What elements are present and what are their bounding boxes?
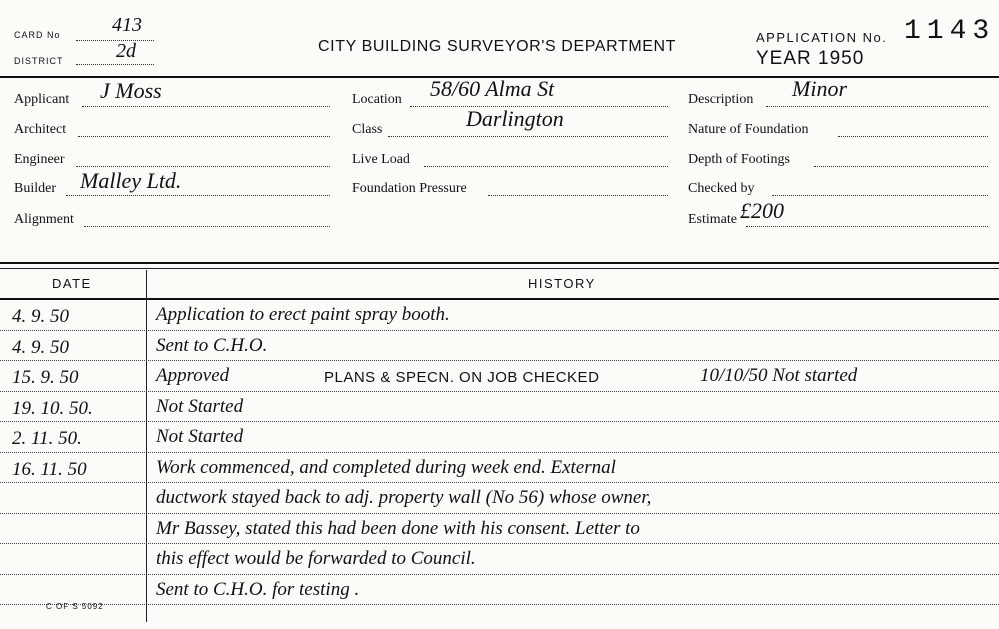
card-no-value: 413	[112, 14, 142, 36]
applicant-line	[82, 106, 330, 107]
card-no-label: CARD No	[14, 30, 61, 40]
depth-of-footings-label: Depth of Footings	[688, 152, 790, 167]
nature-of-foundation-label: Nature of Foundation	[688, 122, 809, 137]
history-text: Work commenced, and completed during week end. External	[156, 456, 616, 478]
history-date: 4. 9. 50	[12, 336, 69, 358]
year-label: YEAR 1950	[756, 48, 865, 69]
history-row	[0, 361, 999, 392]
alignment-label: Alignment	[14, 212, 74, 227]
history-date: 16. 11. 50	[12, 458, 87, 480]
history-row	[0, 392, 999, 423]
history-stamp: PLANS & SPECN. ON JOB CHECKED	[324, 369, 600, 386]
history-date: 4. 9. 50	[12, 306, 69, 327]
department-title: CITY BUILDING SURVEYOR'S DEPARTMENT	[318, 38, 677, 55]
description-line	[766, 106, 988, 107]
history-rows	[0, 300, 999, 610]
footer-code: C OF S 5092	[46, 602, 104, 611]
estimate-label: Estimate	[688, 212, 737, 227]
history-date: 19. 10. 50.	[12, 397, 93, 419]
district-label: DISTRICT	[14, 56, 64, 66]
class-value: Darlington	[466, 106, 564, 131]
location-label: Location	[352, 92, 402, 107]
description-value: Minor	[792, 76, 847, 101]
district-value: 2d	[116, 40, 136, 62]
history-text: Approved	[156, 365, 230, 386]
history-row	[0, 514, 999, 545]
history-row	[0, 422, 999, 453]
history-text: Sent to C.H.O.	[156, 334, 268, 356]
application-label: APPLICATION No.	[756, 30, 888, 45]
history-text: Not Started	[156, 426, 244, 447]
estimate-value: £200	[740, 198, 784, 223]
alignment-line	[84, 226, 330, 227]
applicant-value: J Moss	[100, 78, 162, 103]
live-load-line	[424, 166, 668, 167]
history-row	[0, 300, 999, 331]
class-label: Class	[352, 122, 383, 137]
builder-line	[66, 195, 330, 196]
history-row	[0, 453, 999, 484]
district-line	[76, 64, 154, 65]
card-no-line	[76, 40, 154, 41]
applicant-label: Applicant	[14, 92, 70, 107]
depth-of-footings-line	[814, 166, 988, 167]
estimate-line	[746, 226, 988, 227]
history-row	[0, 331, 999, 362]
history-row	[0, 483, 999, 514]
live-load-label: Live Load	[352, 152, 410, 167]
builder-value: Malley Ltd.	[80, 168, 182, 193]
description-label: Description	[688, 92, 754, 107]
engineer-line	[76, 166, 330, 167]
foundation-pressure-line	[488, 195, 668, 196]
location-value: 58/60 Alma St	[430, 76, 555, 101]
history-row	[0, 544, 999, 575]
fields-bottom-rule	[0, 262, 999, 264]
architect-label: Architect	[14, 122, 67, 137]
nature-of-foundation-line	[838, 136, 988, 137]
history-text: ductwork stayed back to adj. property wall (No 56) whose owner,	[156, 487, 652, 508]
application-number: 1143	[904, 16, 996, 47]
history-extra: 10/10/50 Not started	[700, 365, 858, 386]
fields-bottom-rule-2	[0, 268, 999, 269]
history-date: 2. 11. 50.	[12, 428, 82, 449]
checked-by-line	[772, 195, 988, 196]
builder-label: Builder	[14, 181, 56, 196]
history-text: Application to erect paint spray booth.	[156, 304, 450, 325]
history-row-line	[0, 604, 999, 605]
history-row	[0, 575, 999, 606]
class-line	[388, 136, 668, 137]
history-date: 15. 9. 50	[12, 367, 79, 388]
history-text: Sent to C.H.O. for testing .	[156, 578, 360, 600]
date-column-header: DATE	[52, 276, 92, 291]
history-text: Mr Bassey, stated this had been done with his consent. Letter to	[156, 517, 640, 539]
history-column-header: HISTORY	[528, 276, 596, 291]
engineer-label: Engineer	[14, 152, 65, 167]
history-text: Not Started	[156, 395, 244, 417]
checked-by-label: Checked by	[688, 181, 755, 196]
foundation-pressure-label: Foundation Pressure	[352, 181, 467, 196]
history-text: this effect would be forwarded to Council.	[156, 548, 476, 569]
architect-line	[78, 136, 330, 137]
